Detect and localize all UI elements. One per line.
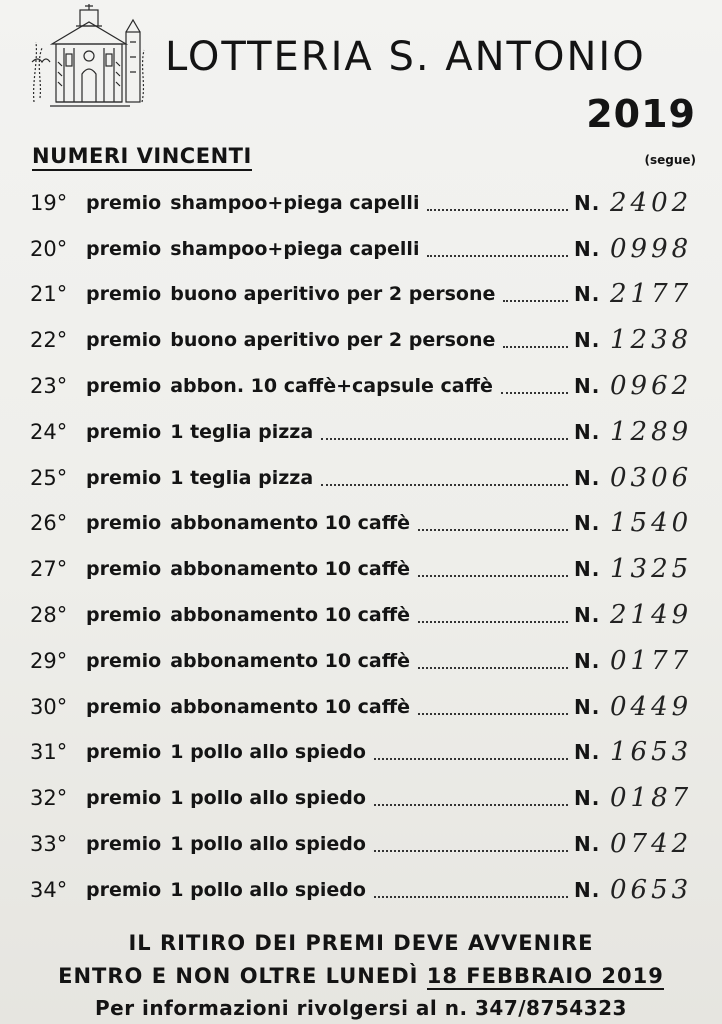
section-heading: NUMERI VINCENTI xyxy=(32,144,252,171)
number-label: N. xyxy=(574,374,601,399)
prize-row xyxy=(0,821,722,867)
prize-row xyxy=(0,684,722,730)
prize-ordinal: 31° xyxy=(30,740,68,765)
prize-ordinal: 33° xyxy=(30,832,68,857)
lottery-title: LOTTERIA S. ANTONIO xyxy=(165,34,646,80)
deadline-notice xyxy=(0,964,722,988)
prize-ordinal: 22° xyxy=(30,328,68,353)
number-label: N. xyxy=(574,190,601,215)
dotted-leader xyxy=(374,848,568,852)
prize-description: abbon. 10 caffè+capsule caffè xyxy=(170,375,493,398)
lottery-year: 2019 xyxy=(586,92,696,136)
prize-description: buono aperitivo per 2 persone xyxy=(170,329,496,352)
prize-description: 1 teglia pizza xyxy=(170,420,314,443)
winning-number: 0742 xyxy=(610,829,693,860)
dotted-leader xyxy=(418,573,568,577)
prize-ordinal: 19° xyxy=(30,190,68,215)
prize-ordinal: 25° xyxy=(30,465,68,490)
number-label: N. xyxy=(574,236,601,261)
dotted-leader xyxy=(321,482,568,486)
winning-number: 2402 xyxy=(610,187,693,218)
winning-number: 1289 xyxy=(610,416,693,447)
winning-number: 0653 xyxy=(610,874,693,905)
prize-word: premio xyxy=(86,512,162,535)
prize-ordinal: 34° xyxy=(30,877,68,902)
prize-row xyxy=(0,638,722,684)
number-label: N. xyxy=(574,786,601,811)
number-label: N. xyxy=(574,740,601,765)
dotted-leader xyxy=(374,756,568,760)
winning-number: 0449 xyxy=(610,691,693,722)
dotted-leader xyxy=(418,665,568,669)
prize-row xyxy=(0,455,722,501)
dotted-leader xyxy=(374,802,568,806)
winning-number: 2177 xyxy=(610,279,693,310)
continued-note: (segue) xyxy=(644,153,696,167)
number-label: N. xyxy=(574,832,601,857)
dotted-leader xyxy=(374,894,568,898)
prize-description: shampoo+piega capelli xyxy=(170,191,420,214)
prize-description: 1 pollo allo spiedo xyxy=(170,878,366,901)
winning-number: 0962 xyxy=(610,371,693,402)
prize-word: premio xyxy=(86,787,162,810)
dotted-leader xyxy=(427,253,568,257)
dotted-leader xyxy=(503,298,568,302)
prize-ordinal: 32° xyxy=(30,786,68,811)
prize-ordinal: 20° xyxy=(30,236,68,261)
prize-ordinal: 29° xyxy=(30,648,68,673)
prize-word: premio xyxy=(86,283,162,306)
prize-description: shampoo+piega capelli xyxy=(170,237,420,260)
winning-number: 1325 xyxy=(610,554,693,585)
prize-word: premio xyxy=(86,741,162,764)
winning-number: 1238 xyxy=(610,325,693,356)
prize-row xyxy=(0,730,722,776)
prize-row xyxy=(0,501,722,547)
prize-ordinal: 30° xyxy=(30,694,68,719)
winning-number: 0998 xyxy=(610,233,693,264)
prize-row xyxy=(0,775,722,821)
prize-description: abbonamento 10 caffè xyxy=(170,604,411,627)
deadline-date: 18 FEBBRAIO 2019 xyxy=(426,964,664,988)
number-label: N. xyxy=(574,648,601,673)
prize-description: 1 pollo allo spiedo xyxy=(170,787,366,810)
prize-description: abbonamento 10 caffè xyxy=(170,649,411,672)
number-label: N. xyxy=(574,603,601,628)
prize-ordinal: 23° xyxy=(30,374,68,399)
prize-row xyxy=(0,180,722,226)
number-label: N. xyxy=(574,557,601,582)
dotted-leader xyxy=(427,207,568,211)
prize-word: premio xyxy=(86,191,162,214)
prize-word: premio xyxy=(86,558,162,581)
winning-number: 0306 xyxy=(610,462,693,493)
prize-description: 1 pollo allo spiedo xyxy=(170,741,366,764)
prize-ordinal: 28° xyxy=(30,603,68,628)
prize-word: premio xyxy=(86,329,162,352)
number-label: N. xyxy=(574,328,601,353)
dotted-leader xyxy=(418,527,568,531)
prize-row xyxy=(0,272,722,318)
prize-ordinal: 21° xyxy=(30,282,68,307)
prize-ordinal: 26° xyxy=(30,511,68,536)
deadline-prefix: ENTRO E NON OLTRE LUNEDÌ xyxy=(58,964,419,988)
church-illustration-icon xyxy=(30,2,148,110)
prize-list xyxy=(0,180,722,913)
prize-word: premio xyxy=(86,375,162,398)
prize-description: abbonamento 10 caffè xyxy=(170,512,411,535)
number-label: N. xyxy=(574,877,601,902)
prize-word: premio xyxy=(86,833,162,856)
number-label: N. xyxy=(574,511,601,536)
prize-word: premio xyxy=(86,695,162,718)
prize-row xyxy=(0,226,722,272)
prize-word: premio xyxy=(86,237,162,260)
prize-row xyxy=(0,592,722,638)
number-label: N. xyxy=(574,694,601,719)
winning-number: 2149 xyxy=(610,600,693,631)
winning-number: 0187 xyxy=(610,783,693,814)
prize-row xyxy=(0,409,722,455)
prize-ordinal: 27° xyxy=(30,557,68,582)
dotted-leader xyxy=(321,436,568,440)
prize-description: abbonamento 10 caffè xyxy=(170,695,411,718)
prize-description: 1 teglia pizza xyxy=(170,466,314,489)
prize-row xyxy=(0,867,722,913)
dotted-leader xyxy=(418,619,568,623)
number-label: N. xyxy=(574,419,601,444)
number-label: N. xyxy=(574,282,601,307)
contact-info: Per informazioni rivolgersi al n. 347/8754323 xyxy=(95,996,627,1020)
winning-number: 0177 xyxy=(610,645,693,676)
prize-description: buono aperitivo per 2 persone xyxy=(170,283,496,306)
prize-word: premio xyxy=(86,466,162,489)
prize-row xyxy=(0,546,722,592)
prize-word: premio xyxy=(86,878,162,901)
dotted-leader xyxy=(503,344,568,348)
number-label: N. xyxy=(574,465,601,490)
winning-number: 1653 xyxy=(610,737,693,768)
prize-row xyxy=(0,363,722,409)
prize-row xyxy=(0,317,722,363)
prize-word: premio xyxy=(86,420,162,443)
prize-word: premio xyxy=(86,604,162,627)
prize-word: premio xyxy=(86,649,162,672)
dotted-leader xyxy=(501,390,568,394)
prize-ordinal: 24° xyxy=(30,419,68,444)
pickup-notice: IL RITIRO DEI PREMI DEVE AVVENIRE xyxy=(128,931,594,955)
prize-description: abbonamento 10 caffè xyxy=(170,558,411,581)
prize-description: 1 pollo allo spiedo xyxy=(170,833,366,856)
dotted-leader xyxy=(418,711,568,715)
winning-number: 1540 xyxy=(610,508,693,539)
